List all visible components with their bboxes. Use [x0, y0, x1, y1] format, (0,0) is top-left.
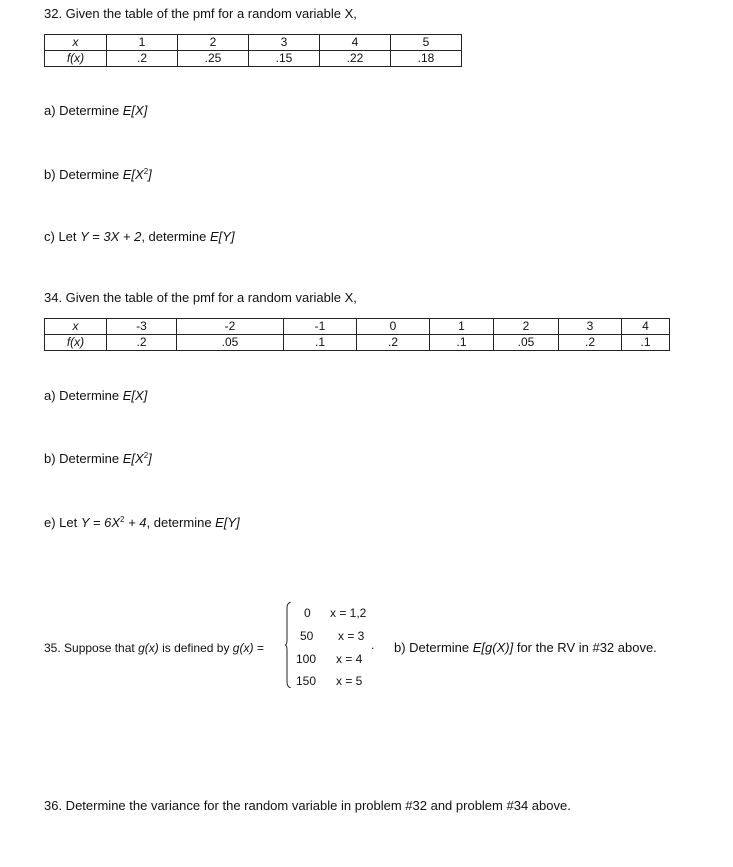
part-b-exponent: 2	[143, 451, 149, 460]
cell-x: 4	[622, 319, 670, 335]
problem-32-heading: 32. Given the table of the pmf for a random variable X,	[44, 6, 357, 21]
cell-f: .1	[430, 335, 494, 351]
part-b-expr: E[X	[122, 451, 144, 466]
cell-x: -2	[177, 319, 284, 335]
problem-34-part-e	[44, 516, 240, 529]
part-a-expr: E[X]	[122, 388, 148, 403]
problem-32-part-c	[44, 230, 235, 243]
problem-35-text2: is defined by	[158, 641, 233, 655]
cell-x: 2	[178, 35, 249, 51]
case-condition: x = 1,2	[330, 606, 367, 620]
case-value: 0	[304, 606, 311, 620]
cell-f: .22	[320, 51, 391, 67]
table-row-f	[45, 51, 462, 67]
case-condition: x = 4	[336, 652, 363, 666]
table-row-x	[45, 35, 462, 51]
pmf-table-32	[44, 34, 462, 67]
cell-f: .2	[107, 335, 177, 351]
part-e-mid: , determine	[146, 515, 216, 530]
problem-34-part-b	[44, 452, 152, 465]
problem-36-statement: 36. Determine the variance for the random variable in problem #32 and problem #34 above.	[44, 798, 571, 813]
cell-x: -1	[284, 319, 357, 335]
cell-x: -3	[107, 319, 177, 335]
part-b-prefix: b) Determine	[44, 451, 123, 466]
pmf-table-34	[44, 318, 670, 351]
row-label-x: x	[45, 319, 107, 335]
case-value: 50	[300, 629, 314, 643]
cell-x: 3	[249, 35, 320, 51]
part-b-exponent: 2	[143, 167, 149, 176]
part-a-prefix: a) Determine	[44, 103, 123, 118]
problem-35-part-b	[394, 641, 657, 654]
cell-f: .25	[178, 51, 249, 67]
cell-f: .2	[107, 51, 178, 67]
left-brace	[285, 602, 291, 688]
cell-x: 0	[357, 319, 430, 335]
part-b-close: ]	[148, 167, 152, 182]
cell-x: 1	[107, 35, 178, 51]
row-label-x: x	[45, 35, 107, 51]
part-b-prefix: b) Determine	[394, 640, 473, 655]
problem-32-part-b	[44, 168, 152, 181]
part-e-exponent: 2	[120, 515, 125, 524]
part-e-prefix: e) Let	[44, 515, 81, 530]
part-b-expr: E[g(X)]	[472, 640, 514, 655]
part-b-suffix: for the RV in #32 above.	[513, 640, 657, 655]
cell-x: 1	[430, 319, 494, 335]
period: .	[371, 638, 375, 652]
part-a-expr: E[X]	[122, 103, 148, 118]
problem-35-text: 35. Suppose that	[44, 641, 139, 655]
part-c-mid: , determine	[141, 229, 210, 244]
problem-34-part-a	[44, 389, 147, 402]
part-c-expr2: E[Y]	[209, 229, 235, 244]
table-row-f	[45, 335, 670, 351]
cell-f: .05	[494, 335, 559, 351]
cell-f: .1	[622, 335, 670, 351]
cell-f: .05	[177, 335, 284, 351]
part-b-prefix: b) Determine	[44, 167, 123, 182]
problem-32-part-a	[44, 104, 147, 117]
part-e-expr2: E[Y]	[215, 515, 240, 530]
case-condition: x = 5	[336, 674, 363, 688]
cell-f: .2	[559, 335, 622, 351]
problem-35-statement	[44, 642, 264, 654]
case-value: 150	[296, 674, 317, 688]
part-c-prefix: c) Let	[44, 229, 81, 244]
cell-x: 3	[559, 319, 622, 335]
problem-34-heading: 34. Given the table of the pmf for a random variable X,	[44, 290, 357, 305]
gx-inline: g(x)	[138, 641, 159, 655]
cell-f: .18	[391, 51, 462, 67]
case-value: 100	[296, 652, 317, 666]
cell-f: .15	[249, 51, 320, 67]
cell-x: 2	[494, 319, 559, 335]
table-row-x	[45, 319, 670, 335]
gx-equals: g(x) =	[232, 641, 264, 655]
part-c-expr: Y = 3X + 2	[80, 229, 142, 244]
row-label-fx: f(x)	[45, 51, 107, 67]
part-a-prefix: a) Determine	[44, 388, 123, 403]
part-b-close: ]	[148, 451, 152, 466]
cell-f: .2	[357, 335, 430, 351]
cell-x: 5	[391, 35, 462, 51]
cell-x: 4	[320, 35, 391, 51]
part-b-expr: E[X	[122, 167, 144, 182]
part-e-expr-a: Y = 6X	[80, 515, 121, 530]
case-condition: x = 3	[338, 629, 365, 643]
row-label-fx: f(x)	[45, 335, 107, 351]
cell-f: .1	[284, 335, 357, 351]
part-e-expr-b: + 4	[124, 515, 147, 530]
